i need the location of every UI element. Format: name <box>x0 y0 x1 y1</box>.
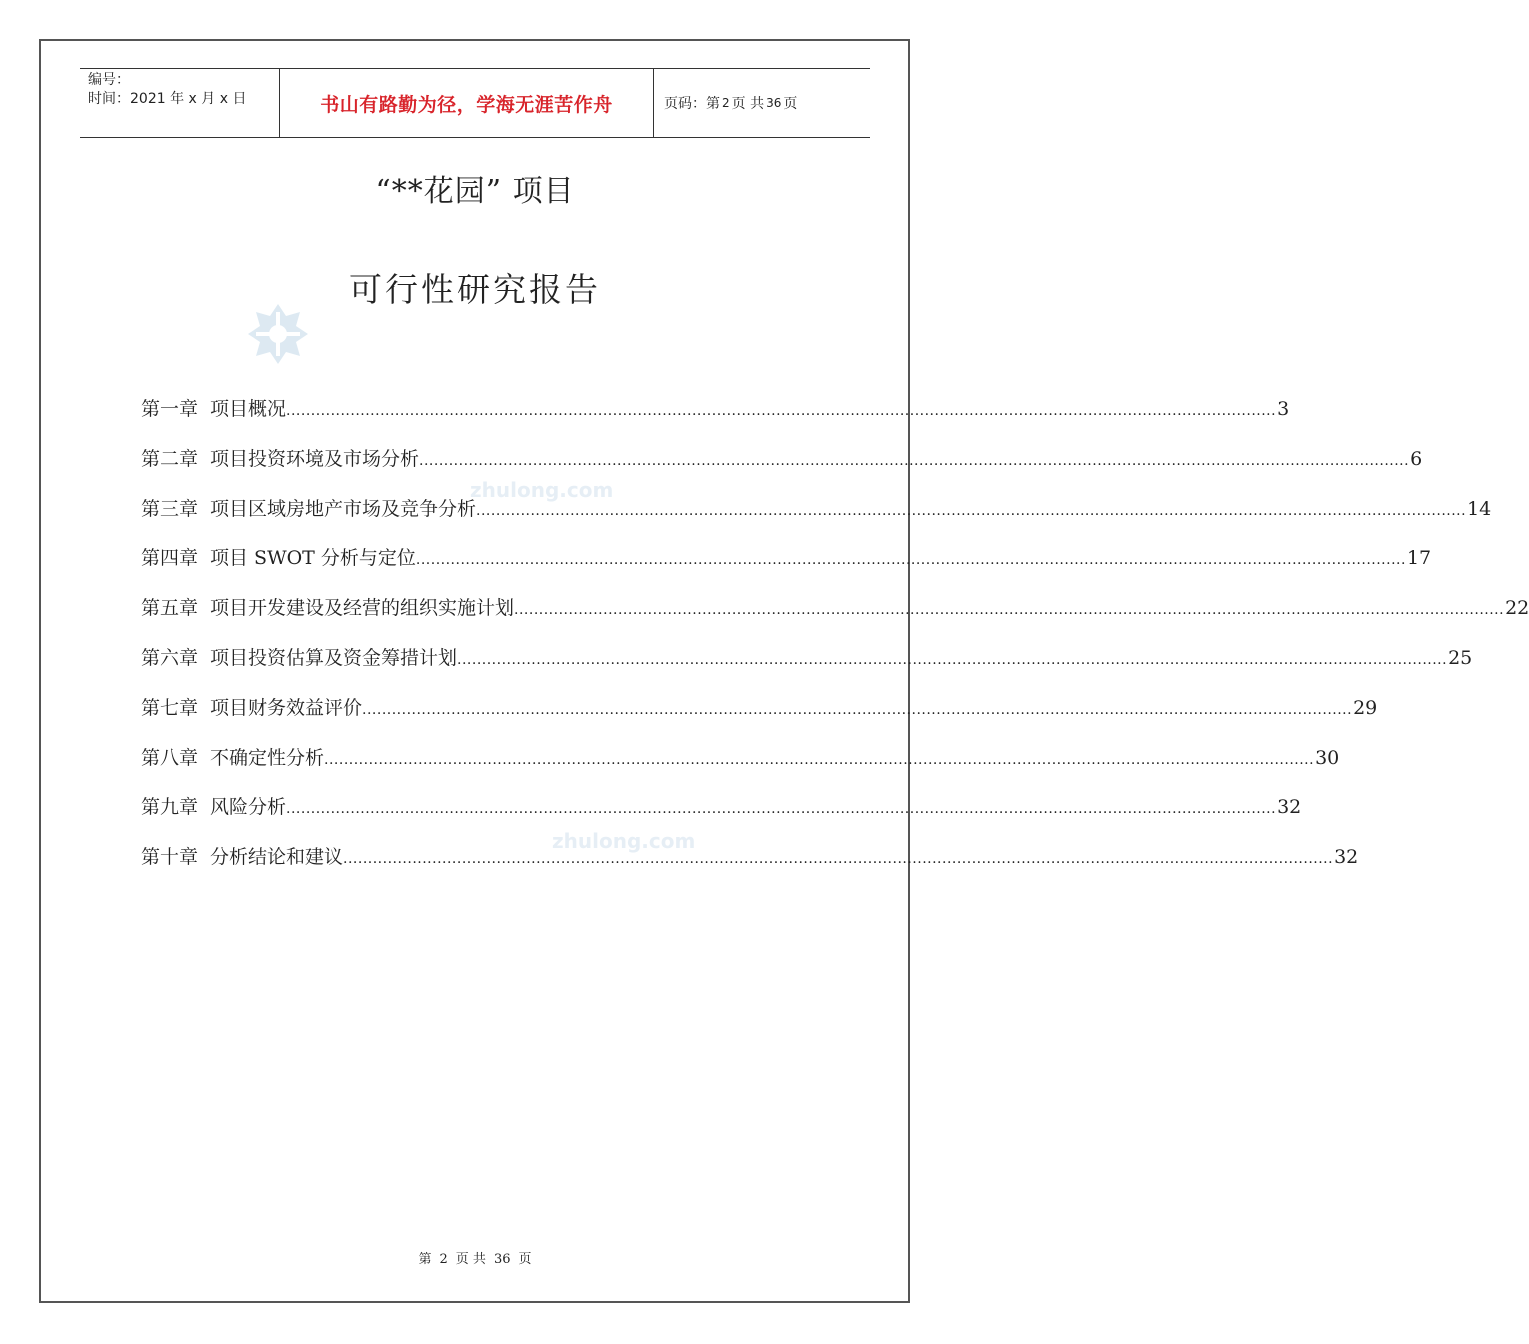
toc-entry[interactable] <box>141 394 1290 444</box>
toc-leader-dots: ........................................................................................................................................................................................................ <box>419 452 1410 469</box>
footer-page-current: 2 <box>439 1252 448 1267</box>
toc-chapter: 第九章 <box>141 796 199 819</box>
footer-mid: 页 共 <box>455 1252 486 1267</box>
toc-leader-dots: ........................................................................................................................................................................................................ <box>415 552 1406 569</box>
toc-chapter: 第一章 <box>141 398 199 420</box>
toc-entry[interactable] <box>141 792 1302 842</box>
header-page-number <box>654 69 870 137</box>
watermark-logo-icon <box>246 302 310 366</box>
document-header <box>80 68 870 138</box>
toc-title: 项目开发建设及经营的组织实施计划 <box>210 597 515 620</box>
toc-entry[interactable] <box>141 543 1432 593</box>
toc-page-number: 32 <box>1277 796 1302 819</box>
header-page-mid: 页 共 <box>731 96 765 112</box>
toc-leader-dots: ........................................................................................................................................................................................................ <box>476 502 1467 519</box>
header-page-total: 36 <box>766 96 782 110</box>
toc-title: 项目区域房地产市场及竞争分析 <box>210 497 477 520</box>
toc-page-number: 25 <box>1448 646 1473 669</box>
toc-page-number: 3 <box>1277 398 1290 420</box>
toc-page-number: 17 <box>1406 547 1432 570</box>
toc-page-number: 22 <box>1505 597 1529 620</box>
page-footer <box>0 1248 950 1267</box>
toc-title: 不确定性分析 <box>210 746 325 769</box>
toc-chapter: 第五章 <box>141 597 199 620</box>
toc-title: 项目财务效益评价 <box>210 696 363 719</box>
toc-title: 项目概况 <box>210 398 287 420</box>
toc-entry[interactable] <box>141 494 1492 544</box>
toc-chapter: 第十章 <box>141 846 199 869</box>
toc-chapter: 第三章 <box>141 497 199 520</box>
toc-entry[interactable] <box>141 444 1423 494</box>
toc-chapter: 第七章 <box>141 696 199 719</box>
toc-leader-dots: ........................................................................................................................................................................................................ <box>514 602 1505 619</box>
toc-page-number: 29 <box>1353 696 1378 719</box>
footer-suffix: 页 <box>518 1252 532 1267</box>
toc-entry[interactable] <box>141 743 1340 793</box>
toc-chapter: 第四章 <box>141 547 199 570</box>
header-page-suffix: 页 <box>783 96 798 112</box>
document-title: “**花园” 项目 <box>375 174 575 209</box>
table-of-contents <box>141 394 1529 892</box>
watermark-text: zhulong.com <box>470 478 614 502</box>
toc-leader-dots: ........................................................................................................................................................................................................ <box>286 403 1277 419</box>
toc-chapter: 第八章 <box>141 746 199 769</box>
toc-leader-dots: ........................................................................................................................................................................................................ <box>343 851 1334 868</box>
toc-page-number: 30 <box>1315 746 1340 769</box>
toc-entry[interactable] <box>141 643 1473 693</box>
toc-title: 项目 SWOT 分析与定位 <box>210 547 416 570</box>
toc-title: 风险分析 <box>210 796 287 819</box>
toc-leader-dots: ........................................................................................................................................................................................................ <box>286 801 1277 818</box>
toc-title: 项目投资估算及资金筹措计划 <box>210 646 458 669</box>
toc-title: 分析结论和建议 <box>210 846 344 869</box>
document-date: 时间：2021 年 x 月 x 日 <box>88 91 247 107</box>
document-subtitle: 可行性研究报告 <box>349 270 601 309</box>
toc-title: 项目投资环境及市场分析 <box>210 447 420 470</box>
toc-leader-dots: ........................................................................................................................................................................................................ <box>324 751 1315 768</box>
toc-page-number: 6 <box>1410 447 1423 470</box>
footer-page-total: 36 <box>493 1252 511 1267</box>
toc-leader-dots: ........................................................................................................................................................................................................ <box>457 651 1448 668</box>
toc-chapter: 第二章 <box>141 447 199 470</box>
toc-entry[interactable] <box>141 693 1378 743</box>
header-meta <box>80 69 280 137</box>
footer-prefix: 第 <box>418 1252 432 1267</box>
document-number-label: 编号： <box>88 72 130 88</box>
toc-entry[interactable] <box>141 842 1359 892</box>
watermark-text: zhulong.com <box>552 829 696 853</box>
toc-chapter: 第六章 <box>141 646 199 669</box>
header-page-current: 2 <box>722 96 730 110</box>
header-page-prefix: 页码：第 <box>664 96 720 112</box>
toc-page-number: 14 <box>1467 497 1492 520</box>
toc-entry[interactable] <box>141 593 1529 643</box>
toc-leader-dots: ........................................................................................................................................................................................................ <box>362 701 1353 718</box>
toc-page-number: 32 <box>1334 846 1359 869</box>
header-motto: 书山有路勤为径，学海无涯苦作舟 <box>280 69 654 137</box>
